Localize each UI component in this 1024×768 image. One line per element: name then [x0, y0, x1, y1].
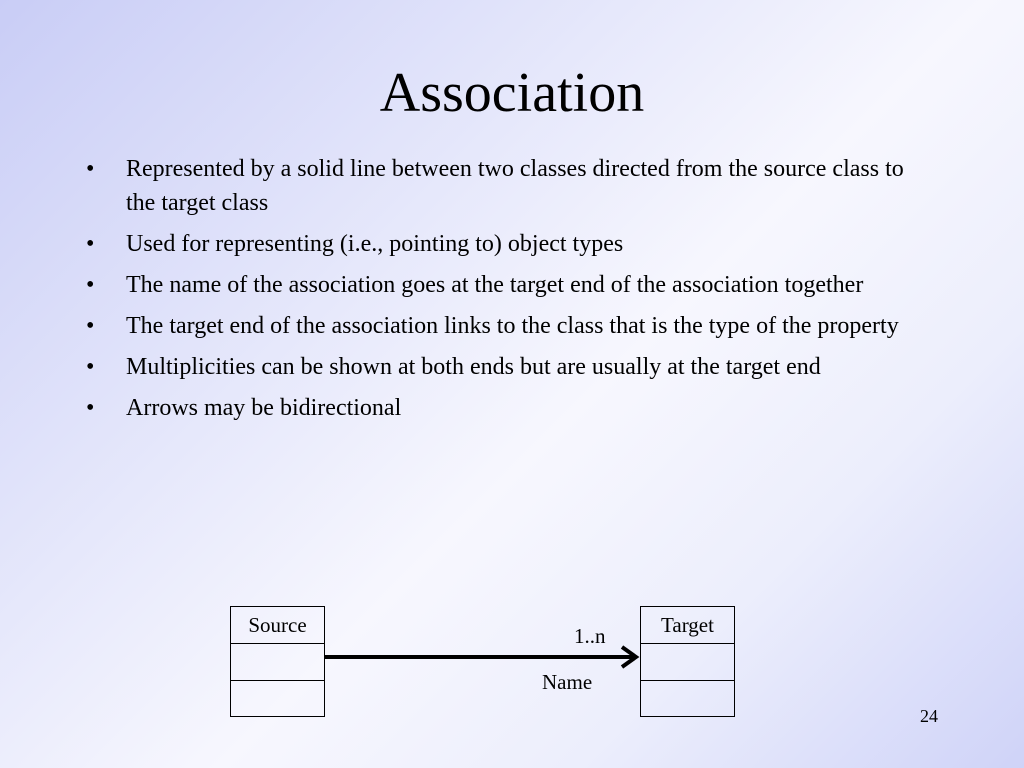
bullet-marker: •: [86, 354, 95, 380]
list-item: [0, 268, 926, 302]
target-class-attributes: [641, 644, 734, 681]
target-class-name: Target: [641, 607, 734, 644]
bullet-text: Used for representing (i.e., pointing to) object types: [126, 231, 624, 257]
bullet-text: Multiplicities can be shown at both ends but are usually at the target end: [126, 354, 821, 380]
list-item: [0, 227, 926, 261]
association-name-label: Name: [542, 670, 593, 694]
target-class-operations: [641, 681, 734, 718]
bullet-text: The target end of the association links to the class that is the type of the property: [126, 313, 899, 339]
source-class-box: [230, 606, 325, 717]
page-number: 24: [920, 706, 938, 726]
list-item: [0, 309, 926, 343]
multiplicity-label: 1..n: [574, 624, 606, 648]
bullet-marker: •: [86, 395, 95, 421]
slide-title: Association: [379, 62, 645, 124]
source-class-attributes: [231, 644, 324, 681]
bullet-marker: •: [86, 272, 95, 298]
list-item: [0, 391, 926, 425]
bullet-marker: •: [86, 313, 95, 339]
bullet-text: Arrows may be bidirectional: [126, 395, 402, 421]
source-class-name: Source: [231, 607, 324, 644]
arrowhead-icon: [622, 647, 636, 667]
bullet-text: The name of the association goes at the target end of the association together: [126, 272, 864, 298]
list-item: [0, 350, 926, 384]
target-class-box: [640, 606, 735, 717]
list-item: [0, 152, 926, 220]
bullet-list: [0, 152, 1024, 432]
source-class-operations: [231, 681, 324, 718]
bullet-marker: •: [86, 156, 95, 182]
bullet-marker: •: [86, 231, 95, 257]
bullet-text: Represented by a solid line between two classes directed from the source class to the target class: [126, 156, 904, 216]
